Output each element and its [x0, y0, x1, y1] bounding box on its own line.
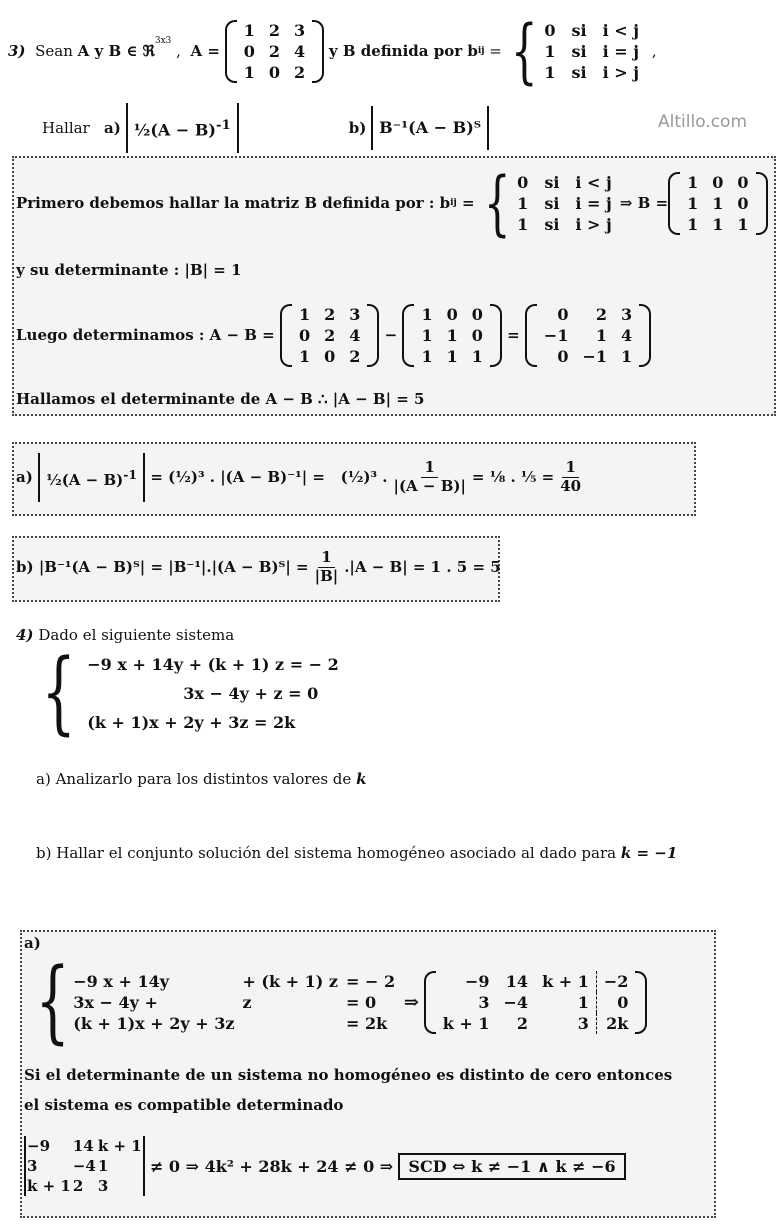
matrix-cell: 1	[421, 325, 433, 345]
box2-label: a)	[16, 468, 33, 486]
matrix-cell: (k + 1)x + 2y + 3z	[73, 1013, 235, 1033]
matrix-a-minus-b	[525, 304, 651, 367]
box4-text-line1: Si el determinante de un sistema no homogéneo es distinto de cero entonces	[24, 1066, 673, 1084]
matrix-cell: 3	[97, 1177, 109, 1195]
matrix-cell: 2	[349, 346, 361, 366]
hallar-text: Hallar	[42, 119, 90, 137]
matrix-cell: 2k	[596, 1013, 635, 1034]
question-a-text: Analizarlo para los distintos valores de	[55, 770, 352, 788]
matrix-cell: 3	[27, 1157, 38, 1175]
matrix-cell: −2	[596, 971, 635, 992]
box3-fraction: $\frac{1}{|B|}$	[314, 548, 339, 585]
problem-3-statement: 3) Sean A y B ∈ ℜ $^{3x3}$ , A = 1 2 3 0 2 4 1 0 2 y B definida por b ij = { 0 si i < j 1 si i = j 1 si i > j ,	[8, 10, 657, 92]
box3-rest: .|A − B| = 1 . 5 = 5	[344, 558, 501, 576]
box3-label: b)	[16, 558, 34, 576]
box3-content	[16, 540, 501, 594]
matrix-cell: 1	[446, 346, 458, 366]
matrix-cell: 0	[446, 304, 458, 324]
matrix-cell: i < j	[602, 20, 640, 40]
question-b-label: b)	[36, 844, 52, 862]
matrix-a-label: A =	[190, 42, 220, 60]
part-b-label: b)	[348, 119, 367, 137]
matrix-cell: = 2k	[346, 1013, 388, 1033]
matrix-cell: si	[571, 20, 587, 40]
matrix-cell: −9 x + 14y	[73, 971, 170, 991]
matrix-cell: 0	[544, 20, 556, 40]
matrix-cell: 0	[737, 193, 749, 213]
matrix-cell: i = j	[575, 193, 612, 213]
box2-eq3: = ⅛ . ⅕ =	[471, 468, 555, 486]
matrix-cell: 1	[687, 214, 699, 234]
matrix-cell: k + 1	[97, 1137, 142, 1155]
matrix-cell: 1	[712, 193, 724, 213]
matrix-cell: i > j	[602, 62, 640, 82]
intro-text: Sean	[35, 42, 73, 60]
question-a-var: k	[356, 770, 367, 788]
matrix-cell: 1	[298, 304, 311, 324]
matrix-cell: 3	[478, 992, 490, 1012]
matrix-cell: −1	[582, 346, 608, 366]
matrix-cell: −4	[72, 1157, 96, 1175]
matrix-cell: 1	[517, 214, 529, 234]
matrix-cell: 2	[324, 325, 336, 345]
matrix-cell: si	[544, 214, 560, 234]
matrix-cell: −9	[27, 1137, 51, 1155]
matrix-cell: 3	[293, 20, 306, 40]
matrix-cell: k + 1	[442, 1013, 490, 1033]
question-b-var: k = −1	[620, 844, 678, 862]
det-b-text: y su determinante :	[16, 261, 180, 279]
part-a-label: a)	[104, 119, 121, 137]
matrix-cell: 4	[349, 325, 361, 345]
box4-system: { −9 x + 14y + (k + 1) z = − 2 3x − 4y + z = 0 (k + 1)x + 2y + 3z = 2k ⇒ −9 14 k + 1 −2 3 −4 1 0 k + 1 2 3 2k	[24, 954, 647, 1050]
b-def-subscript: ij	[477, 46, 485, 56]
matrix-cell: si	[544, 172, 560, 192]
question-a	[36, 768, 366, 790]
matrix-cell: 0	[268, 62, 280, 82]
matrix-cell: −4	[503, 992, 529, 1012]
matrix-cell: 1	[243, 20, 255, 40]
det-b-value: |B| = 1	[184, 261, 242, 279]
scd-result: SCD ⇔ k ≠ −1 ∧ k ≠ −6	[398, 1153, 625, 1180]
matrix-cell: 0	[557, 346, 569, 366]
box2-lhs: ½(A − B)$^{-1}$	[38, 453, 145, 502]
matrix-cell: 0	[596, 992, 635, 1013]
matrix-cell: 1	[517, 193, 529, 213]
box1-a-minus-b	[16, 292, 651, 378]
matrix-cell: 0	[737, 172, 749, 192]
box1-subscript: ij	[450, 198, 457, 208]
matrix-cell: k + 1	[27, 1177, 71, 1195]
matrix-cell: 1	[687, 172, 699, 192]
box1-line1-text: Primero debemos hallar la matriz B definida por : b	[16, 194, 451, 212]
matrix-cell: 2	[268, 20, 280, 40]
matrix-cell: 2	[595, 304, 608, 324]
matrix-cell: 0	[517, 172, 529, 192]
system-eq-1: −9 x + 14y + (k + 1) z = − 2	[87, 654, 339, 674]
matrix-b	[668, 172, 767, 235]
box1-det-b	[16, 256, 242, 284]
box4-text-line2: el sistema es compatible determinado	[24, 1096, 344, 1114]
matrix-cell: 1	[298, 346, 311, 366]
matrix-cell: 3x − 4y +	[73, 992, 158, 1012]
matrix-a-copy	[280, 304, 379, 367]
question-a-label: a)	[36, 770, 51, 788]
box2-eq2: (½)³ .	[340, 468, 388, 486]
system-eq-3: (k + 1)x + 2y + 3z = 2k	[87, 712, 296, 732]
matrix-cell: 1	[97, 1157, 109, 1175]
matrix-cell: 2	[324, 304, 336, 324]
question-b-text: Hallar el conjunto solución del sistema homogéneo asociado al dado para	[56, 844, 617, 862]
matrix-cell: = − 2	[346, 971, 396, 991]
matrix-cell: 2	[268, 41, 280, 61]
matrix-cell: i > j	[575, 214, 612, 234]
matrix-cell: 14	[505, 971, 529, 991]
matrix-cell: 1	[471, 346, 483, 366]
matrix-cell: si	[571, 62, 587, 82]
augmented-matrix	[424, 971, 648, 1034]
matrix-cell: 1	[243, 62, 255, 82]
matrix-cell: −1	[543, 325, 569, 345]
matrix-cell: 3	[577, 1013, 589, 1033]
matrix-cell: k + 1	[542, 971, 589, 991]
sets-text: A y B ∈ ℜ	[77, 42, 155, 60]
matrix-cell: 1	[687, 193, 699, 213]
matrix-cell: z	[242, 992, 252, 1012]
question-b	[36, 842, 677, 864]
matrix-cell: 0	[324, 346, 336, 366]
matrix-cell: = 0	[346, 992, 377, 1012]
part-a-expression: ½(A − B)$^{-1}$	[126, 103, 239, 152]
matrix-cell: 1	[577, 992, 589, 1012]
box2-fraction: $\frac{1}{|(A - B)|}$	[393, 458, 466, 495]
box1-hallamos: Hallamos el determinante de A − B ∴ |A − B| = 5	[16, 390, 425, 408]
matrix-cell: + (k + 1) z	[242, 971, 338, 991]
matrix-cell: 0	[243, 41, 255, 61]
box2-content	[16, 446, 587, 508]
matrix-cell: 2	[293, 62, 306, 82]
implies-b: ⇒ B =	[619, 194, 669, 212]
box2-eq1: = (½)³ . |(A − B)⁻¹| =	[150, 468, 325, 486]
matrix-cell: 3	[349, 304, 361, 324]
luego-text: Luego determinamos : A − B =	[16, 326, 275, 344]
box3-expr: |B⁻¹(A − B)ᵀ| = |B⁻¹|.|(A − B)ᵀ| =	[38, 558, 309, 576]
matrix-cell: 3	[621, 304, 633, 324]
matrix-cell: 1	[421, 304, 433, 324]
sets-superscript: 3x3	[154, 36, 172, 46]
matrix-cell: 1	[737, 214, 749, 234]
matrix-b-copy	[402, 304, 501, 367]
equals-sign: =	[507, 326, 520, 344]
matrix-cell: si	[544, 193, 560, 213]
matrix-cell: 1	[421, 346, 433, 366]
box4-inequality: ≠ 0 ⇒ 4k² + 28k + 24 ≠ 0 ⇒	[149, 1156, 394, 1176]
matrix-cell: 14	[72, 1137, 94, 1155]
matrix-a	[225, 20, 324, 83]
matrix-cell: 0	[298, 325, 311, 345]
matrix-cell: 2	[72, 1177, 84, 1195]
matrix-cell: 1	[621, 346, 633, 366]
matrix-cell: 0	[471, 325, 483, 345]
matrix-cell: 4	[621, 325, 633, 345]
matrix-cell: 1	[544, 41, 556, 61]
part-b-expression: B⁻¹(A − B)ᵀ	[371, 106, 489, 150]
matrix-cell: 1	[446, 325, 458, 345]
hallar-line	[42, 100, 489, 156]
matrix-cell: i = j	[602, 41, 640, 61]
problem-4-intro: Dado el siguiente sistema	[38, 626, 235, 644]
matrix-cell: 0	[712, 172, 724, 192]
matrix-cell: −9	[464, 971, 490, 991]
matrix-cell: i < j	[575, 172, 612, 192]
matrix-cell: 4	[293, 41, 306, 61]
matrix-cell: 1	[712, 214, 724, 234]
watermark: Altillo.com	[658, 112, 748, 132]
matrix-cell: 0	[471, 304, 483, 324]
matrix-cell: 0	[557, 304, 569, 324]
matrix-cell: si	[571, 41, 587, 61]
system-eq-2: 3x − 4y + z = 0	[183, 683, 319, 703]
box4-implies: ⇒	[403, 991, 419, 1013]
matrix-cell: 1	[544, 62, 556, 82]
problem-4-system: { −9 x + 14y + (k + 1) z = − 2 3x − 4y + z = 0 (k + 1)x + 2y + 3z = 2k	[41, 640, 339, 745]
b-definition: y B definida por b	[328, 42, 478, 60]
minus-sign: −	[384, 326, 398, 344]
matrix-cell	[238, 1013, 342, 1034]
box2-result: $\frac{1}{40}$	[560, 458, 582, 495]
problem-4-number: 4)	[16, 626, 34, 644]
box4-determinant	[24, 1124, 626, 1208]
box4-text	[24, 1060, 672, 1120]
matrix-cell: 1	[595, 325, 608, 345]
problem-number: 3)	[8, 42, 26, 60]
matrix-cell: 2	[516, 1013, 529, 1033]
box1-line1: Primero debemos hallar la matriz B definida por : b ij = { 0 si i < j 1 si i = j 1 si i > j ⇒ B = 1 0 0 1 1 0 1 1 1	[16, 160, 768, 246]
box4-label: a)	[24, 934, 41, 952]
